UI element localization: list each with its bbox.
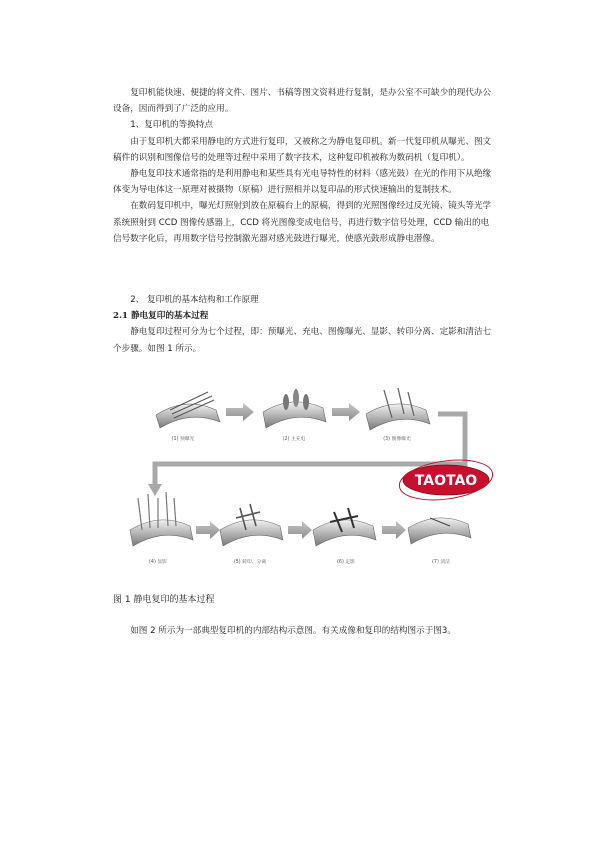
subsection-heading: 2.1 静电复印的基本过程 <box>113 311 209 322</box>
section2-block <box>113 292 493 357</box>
body-text-bottom <box>113 623 493 639</box>
intro-paragraph: 复印机能快速、便捷的将文件、图片、书稿等图文资料进行复制，是办公室不可缺少的现代办公设备，因而得到了广泛的应用。 <box>113 88 492 115</box>
section1-paragraph-3: 在数码复印机中，曝光灯照射到放在原稿台上的原稿，得到的光照图像经过反光镜、镜头等光学系统照射到 CCD 图像传感器上，CCD 将光图像变成电信号，再进行数字信号处理，CCD 输出的电信号数字化后，再用数字信号控制激光器对感光鼓进行曝光，使感光鼓形成静电潜像。 <box>113 201 492 244</box>
arrow-2-to-3 <box>332 403 360 421</box>
figure-caption: 图 1 静电复印的基本过程 <box>113 595 215 605</box>
final-paragraph: 如图 2 所示为一部典型复印机的内部结构示意图。有关成像和复印的结构图示于图3。 <box>130 626 456 636</box>
step-4-label: (4) 显影 <box>149 560 167 565</box>
step-1-label: (1) 预曝光 <box>171 437 195 442</box>
arrow-4-to-5 <box>196 521 220 539</box>
section1-paragraph-1: 由于复印机大都采用静电的方式进行复印，又被称之为静电复印机。新一代复印机从曝光、图文稿件的识别和图像信号的处理等过程中采用了数字技术，这种复印机被称为数码机（复印机）。 <box>113 136 492 163</box>
step-3-label: (3) 图像曝光 <box>383 437 411 442</box>
arrow-5-to-6 <box>288 521 312 539</box>
step-6-image <box>313 508 376 546</box>
process-figure <box>108 380 508 580</box>
step-1-image <box>156 392 220 428</box>
logo-text: TAOTAO <box>414 473 478 489</box>
section1-heading: 1、复印机的等换特点 <box>130 120 213 131</box>
section1-paragraph-2: 静电复印技术通常指的是利用静电和某些具有光电导特性的材料（感光鼓）在光的作用下从绝缘体变为导电体这一原理对被摄物（原稿）进行照相并以复印品的形式快速输出的复制技术。 <box>113 169 492 196</box>
step-5-image <box>220 504 283 546</box>
step-3-image <box>366 388 430 430</box>
step-5-label: (5) 转印、分离 <box>233 560 267 565</box>
body-text-top <box>113 85 493 247</box>
step-7-label: (7) 清洁 <box>432 560 450 565</box>
arrow-6-to-7 <box>382 521 406 539</box>
subsection-paragraph: 静电复印过程可分为七个过程，即：预曝光、充电、图像曝光、显影、转印分离、定影和清洁七个步骤。如图 1 所示。 <box>113 327 492 354</box>
step-4-image <box>130 492 193 546</box>
step-7-image <box>408 518 471 544</box>
step-2-image <box>263 389 326 428</box>
step-2-label: (2) 主充电 <box>282 437 306 442</box>
section2-heading: 2、 复印机的基本结构和工作原理 <box>130 295 259 305</box>
step-6-label: (6) 定影 <box>337 560 355 565</box>
row-connector-head <box>148 484 162 496</box>
arrow-1-to-2 <box>226 403 254 421</box>
